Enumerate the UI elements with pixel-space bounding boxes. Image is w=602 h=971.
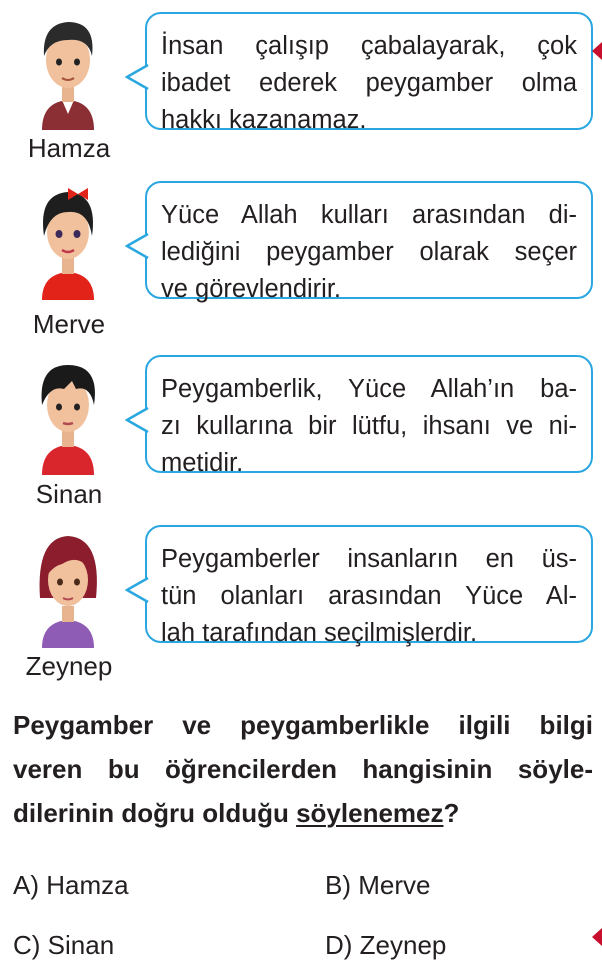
question-text xyxy=(13,703,593,835)
speech-bubble xyxy=(145,181,593,303)
speech-line: metidir. xyxy=(161,449,244,477)
speech-line: ibadet ederek peygamber olma xyxy=(161,69,577,97)
option-a[interactable]: A) Hamza xyxy=(13,870,129,900)
boy-avatar-icon xyxy=(28,355,108,475)
boy-avatar-icon xyxy=(28,10,108,130)
question-emphasis: söylenemez xyxy=(296,798,444,828)
speaker-name: Merve xyxy=(32,309,106,339)
question-line-suffix: ? xyxy=(443,798,460,828)
speaker-name: Sinan xyxy=(35,479,103,509)
speech-line: tün olanları arasından Yüce Al- xyxy=(161,582,577,610)
speech-bubble xyxy=(145,355,593,477)
speaker-name: Zeynep xyxy=(25,651,113,681)
speech-bubble-tail xyxy=(125,233,149,259)
speech-bubble-tail xyxy=(125,64,149,90)
speech-text xyxy=(161,541,577,652)
speech-line: ve görevlendirir. xyxy=(161,275,342,303)
question-line xyxy=(13,791,593,835)
page-marker-icon xyxy=(590,42,602,60)
girl-avatar-icon xyxy=(28,528,108,648)
option-c[interactable]: C) Sinan xyxy=(13,930,115,960)
page-marker-icon xyxy=(590,928,602,946)
option-d[interactable]: D) Zeynep xyxy=(325,930,447,960)
speech-line: lah tarafından seçilmişlerdir. xyxy=(161,619,478,647)
option-b[interactable]: B) Merve xyxy=(325,870,431,900)
speech-text xyxy=(161,28,577,139)
speech-bubble-tail xyxy=(125,577,149,603)
speech-line: Peygamberler insanların en üs- xyxy=(161,545,577,573)
speech-bubble xyxy=(145,525,593,647)
speech-text xyxy=(161,371,577,482)
question-line: veren bu öğrencilerden hangisinin söyle- xyxy=(13,754,593,784)
question-line-prefix: dilerinin doğru olduğu xyxy=(13,798,297,828)
speech-line: İnsan çalışıp çabalayarak, çok xyxy=(161,32,577,60)
girl-avatar-icon xyxy=(28,180,108,300)
speech-line: hakkı kazanamaz. xyxy=(161,106,367,134)
speech-line: Peygamberlik, Yüce Allah’ın ba- xyxy=(161,375,577,403)
speech-bubble xyxy=(145,12,593,134)
speech-line: lediğini peygamber olarak seçer xyxy=(161,238,577,266)
speech-bubble-tail xyxy=(125,407,149,433)
speech-text xyxy=(161,197,577,308)
speech-line: Yüce Allah kulları arasından di- xyxy=(161,201,577,229)
speech-line: zı kullarına bir lütfu, ihsanı ve ni- xyxy=(161,412,577,440)
speaker-name: Hamza xyxy=(27,133,111,163)
question-line: Peygamber ve peygamberlikle ilgili bilgi xyxy=(13,710,593,740)
